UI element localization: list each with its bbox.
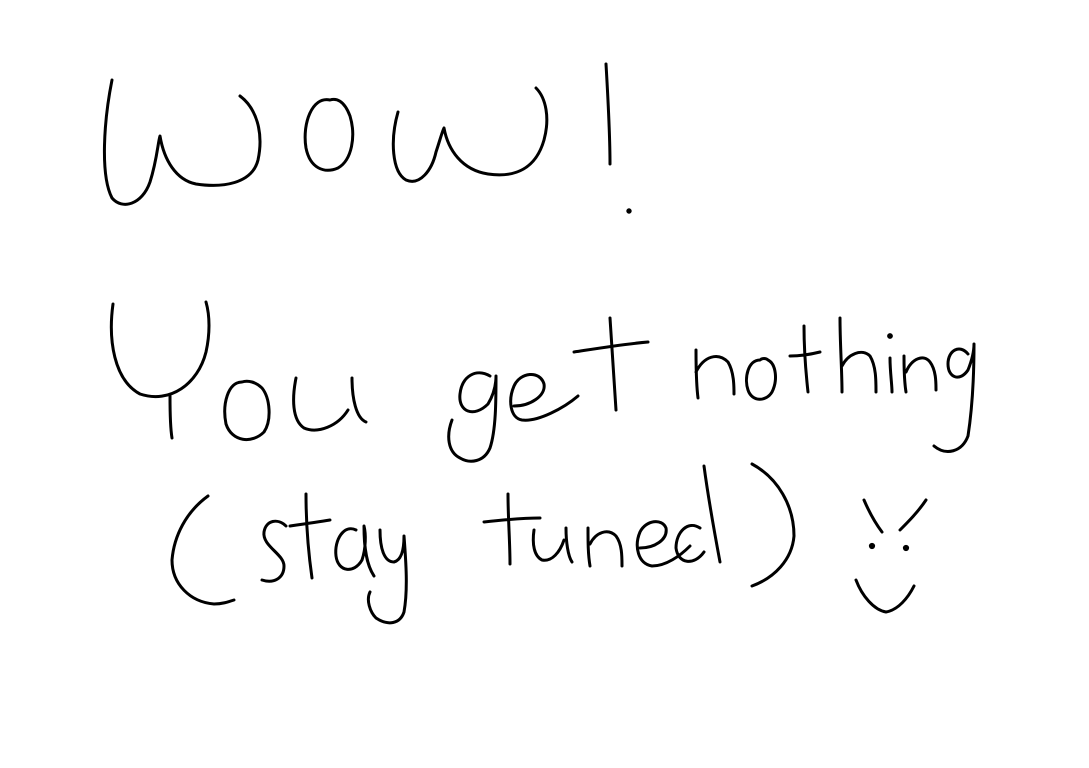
smiley-brow-left bbox=[864, 500, 882, 532]
exclamation-dot bbox=[628, 210, 630, 212]
letter-Y-tail bbox=[170, 396, 172, 438]
handwritten-stay-tuned bbox=[172, 464, 794, 623]
letter-a bbox=[336, 526, 374, 576]
handwritten-you-get-nothing bbox=[111, 302, 974, 461]
letter-u bbox=[294, 378, 366, 430]
letter-t-2 bbox=[790, 326, 820, 392]
letter-s bbox=[262, 521, 286, 581]
letter-o-3 bbox=[747, 359, 776, 400]
letter-g-2 bbox=[934, 344, 974, 451]
smiley-eye-left bbox=[870, 544, 873, 547]
close-paren bbox=[752, 464, 794, 586]
letter-n-2 bbox=[904, 356, 936, 392]
letter-t bbox=[574, 318, 648, 410]
letter-g bbox=[449, 373, 496, 461]
letter-e bbox=[511, 374, 578, 420]
letter-i-dot bbox=[889, 335, 892, 338]
letter-w bbox=[393, 88, 546, 181]
letter-o bbox=[305, 99, 353, 170]
letter-n-3 bbox=[588, 528, 622, 566]
smiley-face-icon bbox=[856, 500, 926, 612]
smiley-eye-right bbox=[904, 546, 907, 549]
letter-W bbox=[104, 80, 260, 204]
letter-h bbox=[840, 318, 876, 392]
open-paren bbox=[172, 496, 234, 604]
letter-d bbox=[676, 466, 720, 562]
handwritten-wow bbox=[104, 64, 630, 212]
letter-u-2 bbox=[533, 528, 572, 562]
exclamation-stroke bbox=[606, 64, 610, 164]
smiley-brow-right bbox=[900, 500, 926, 530]
letter-t-3 bbox=[290, 494, 330, 578]
letter-n bbox=[696, 350, 734, 398]
letter-i bbox=[890, 358, 892, 392]
letter-t-4 bbox=[484, 494, 540, 564]
letter-Y bbox=[111, 302, 209, 397]
smiley-mouth bbox=[856, 580, 914, 612]
letter-o-2 bbox=[225, 381, 269, 439]
